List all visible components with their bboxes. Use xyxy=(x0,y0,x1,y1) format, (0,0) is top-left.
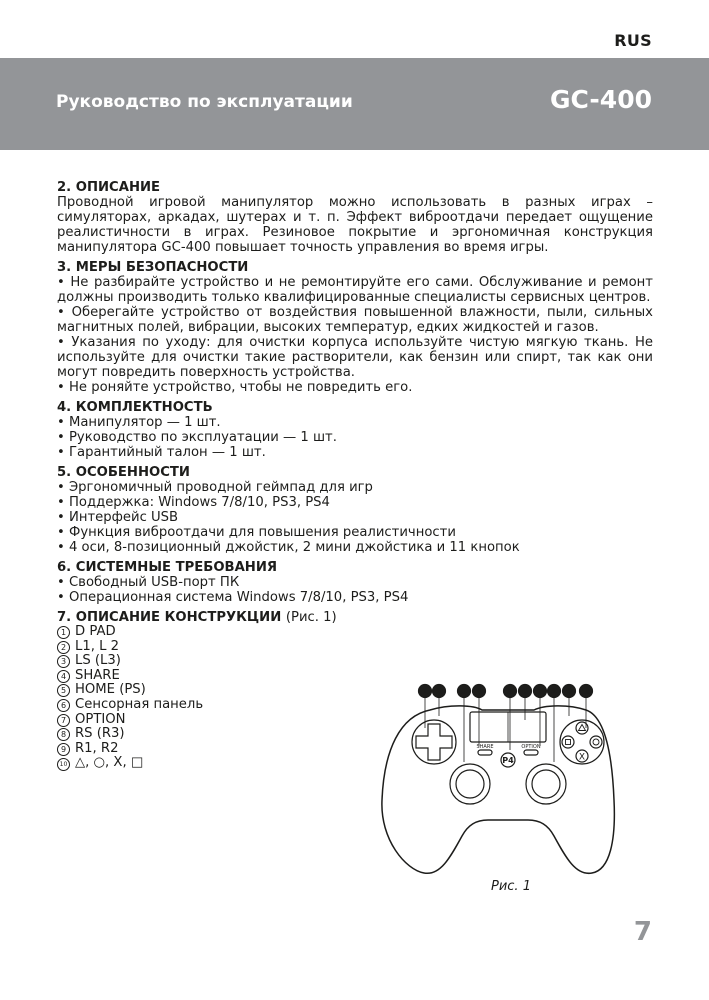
figure-reference: (Рис. 1) xyxy=(285,610,337,625)
part-number: 9 xyxy=(57,743,70,756)
section-title-text: 7. ОПИСАНИЕ КОНСТРУКЦИИ xyxy=(57,610,282,625)
gamepad-figure xyxy=(378,680,618,880)
part-number: 8 xyxy=(57,728,70,741)
part-item xyxy=(57,640,653,655)
section-package xyxy=(57,400,653,460)
list-item: • Манипулятор — 1 шт. xyxy=(57,415,221,430)
part-label: D PAD xyxy=(75,624,116,639)
circle-icon xyxy=(593,739,599,745)
triangle-icon xyxy=(579,725,586,731)
part-number: 5 xyxy=(57,684,70,697)
circle-button xyxy=(590,736,602,748)
list-item: • Не роняйте устройство, чтобы не повредить его. xyxy=(57,380,413,395)
section-title xyxy=(57,610,653,625)
list-item: • Операционная система Windows 7/8/10, PS3, PS4 xyxy=(57,590,409,605)
option-button xyxy=(524,750,538,755)
list-item: • Руководство по эксплуатации — 1 шт. xyxy=(57,430,337,445)
part-number: 7 xyxy=(57,714,70,727)
list-item: • Интерфейс USB xyxy=(57,510,179,525)
callout-label: 7 xyxy=(537,687,543,696)
part-item xyxy=(57,654,653,669)
part-number: 4 xyxy=(57,670,70,683)
list-item: • Не разбирайте устройство и не ремонтируйте его сами. Обслуживание и ремонт должны производить только квалифицированные специалисты сервисных центров. xyxy=(57,275,653,305)
language-label: RUS xyxy=(614,31,652,50)
manual-title: Руководство по эксплуатации xyxy=(56,92,353,112)
square-icon xyxy=(566,740,571,745)
section-requirements xyxy=(57,560,653,605)
share-label: SHARE xyxy=(476,744,494,750)
part-item xyxy=(57,625,653,640)
list-item: • Функция виброотдачи для повышения реалистичности xyxy=(57,525,456,540)
callout-label: 8 xyxy=(551,687,557,696)
callout-label: 4 xyxy=(476,687,482,696)
part-number: 3 xyxy=(57,655,70,668)
callout-label: 6 xyxy=(522,687,528,696)
part-number: 6 xyxy=(57,699,70,712)
dpad-well xyxy=(412,720,456,764)
home-label: P4 xyxy=(502,756,514,765)
section-title: 3. МЕРЫ БЕЗОПАСНОСТИ xyxy=(57,260,249,275)
callout-label: 1 xyxy=(422,687,428,696)
callout-label: 2 xyxy=(436,687,442,696)
cross-icon: X xyxy=(578,752,586,763)
part-label: LS (L3) xyxy=(75,653,121,669)
section-title: 6. СИСТЕМНЫЕ ТРЕБОВАНИЯ xyxy=(57,560,278,575)
section-title: 2. ОПИСАНИЕ xyxy=(57,180,161,195)
callout-label: 9 xyxy=(566,687,572,696)
list-item: • Указания по уходу: для очистки корпуса используйте чистую мягкую ткань. Не используйте для очистки такие растворители, как бензин или спирт, так как они могут повредить поверхность устройства. xyxy=(57,335,653,380)
list-item: • Гарантийный талон — 1 шт. xyxy=(57,445,266,460)
square-button xyxy=(562,736,574,748)
part-label: R1, R2 xyxy=(75,740,119,756)
part-label: Сенсорная панель xyxy=(75,696,204,712)
share-button xyxy=(478,750,492,755)
figure-caption: Рис. 1 xyxy=(491,879,531,894)
callout-lines xyxy=(425,698,586,763)
part-label: △, ○, X, □ xyxy=(75,755,144,771)
part-label: HOME (PS) xyxy=(75,682,146,698)
callout-label: 10 xyxy=(581,688,591,696)
part-label: RS (R3) xyxy=(75,726,125,742)
list-item: • Поддержка: Windows 7/8/10, PS3, PS4 xyxy=(57,495,330,510)
part-label: OPTION xyxy=(75,711,126,727)
left-stick xyxy=(456,770,484,798)
gamepad-body xyxy=(382,706,614,873)
right-stick xyxy=(532,770,560,798)
callout-label: 3 xyxy=(461,687,467,696)
list-item: • Эргономичный проводной геймпад для игр xyxy=(57,480,373,495)
model-name: GC-400 xyxy=(549,85,652,114)
section-description xyxy=(57,180,653,255)
section-text: Проводной игровой манипулятор можно использовать в разных играх – симуляторах, аркадах, шутерах и т. п. Эффект виброотдачи передает ощущение реалистичности в играх. Резиновое покрытие и эргономичная конструкция манипулятора GC-400 повышает точность управления во время игры. xyxy=(57,195,653,255)
part-number: 10 xyxy=(57,758,70,771)
dpad-icon xyxy=(416,724,452,760)
section-features xyxy=(57,465,653,555)
section-title: 4. КОМПЛЕКТНОСТЬ xyxy=(57,400,213,415)
part-label: L1, L 2 xyxy=(75,638,120,654)
part-number: 2 xyxy=(57,641,70,654)
header-banner xyxy=(0,58,709,150)
section-safety xyxy=(57,260,653,395)
option-label: OPTION xyxy=(521,744,541,750)
page-number: 7 xyxy=(633,917,652,947)
section-title: 5. ОСОБЕННОСТИ xyxy=(57,465,190,480)
part-number: 1 xyxy=(57,626,70,639)
callout-label: 5 xyxy=(507,687,513,696)
list-item: • Оберегайте устройство от воздействия повышенной влажности, пыли, сильных магнитных полей, вибрации, высоких температур, едких жидкостей и газов. xyxy=(57,305,653,335)
list-item: • Свободный USB-порт ПК xyxy=(57,575,240,590)
part-label: SHARE xyxy=(75,667,120,683)
list-item: • 4 оси, 8-позиционный джойстик, 2 мини джойстика и 11 кнопок xyxy=(57,540,520,555)
